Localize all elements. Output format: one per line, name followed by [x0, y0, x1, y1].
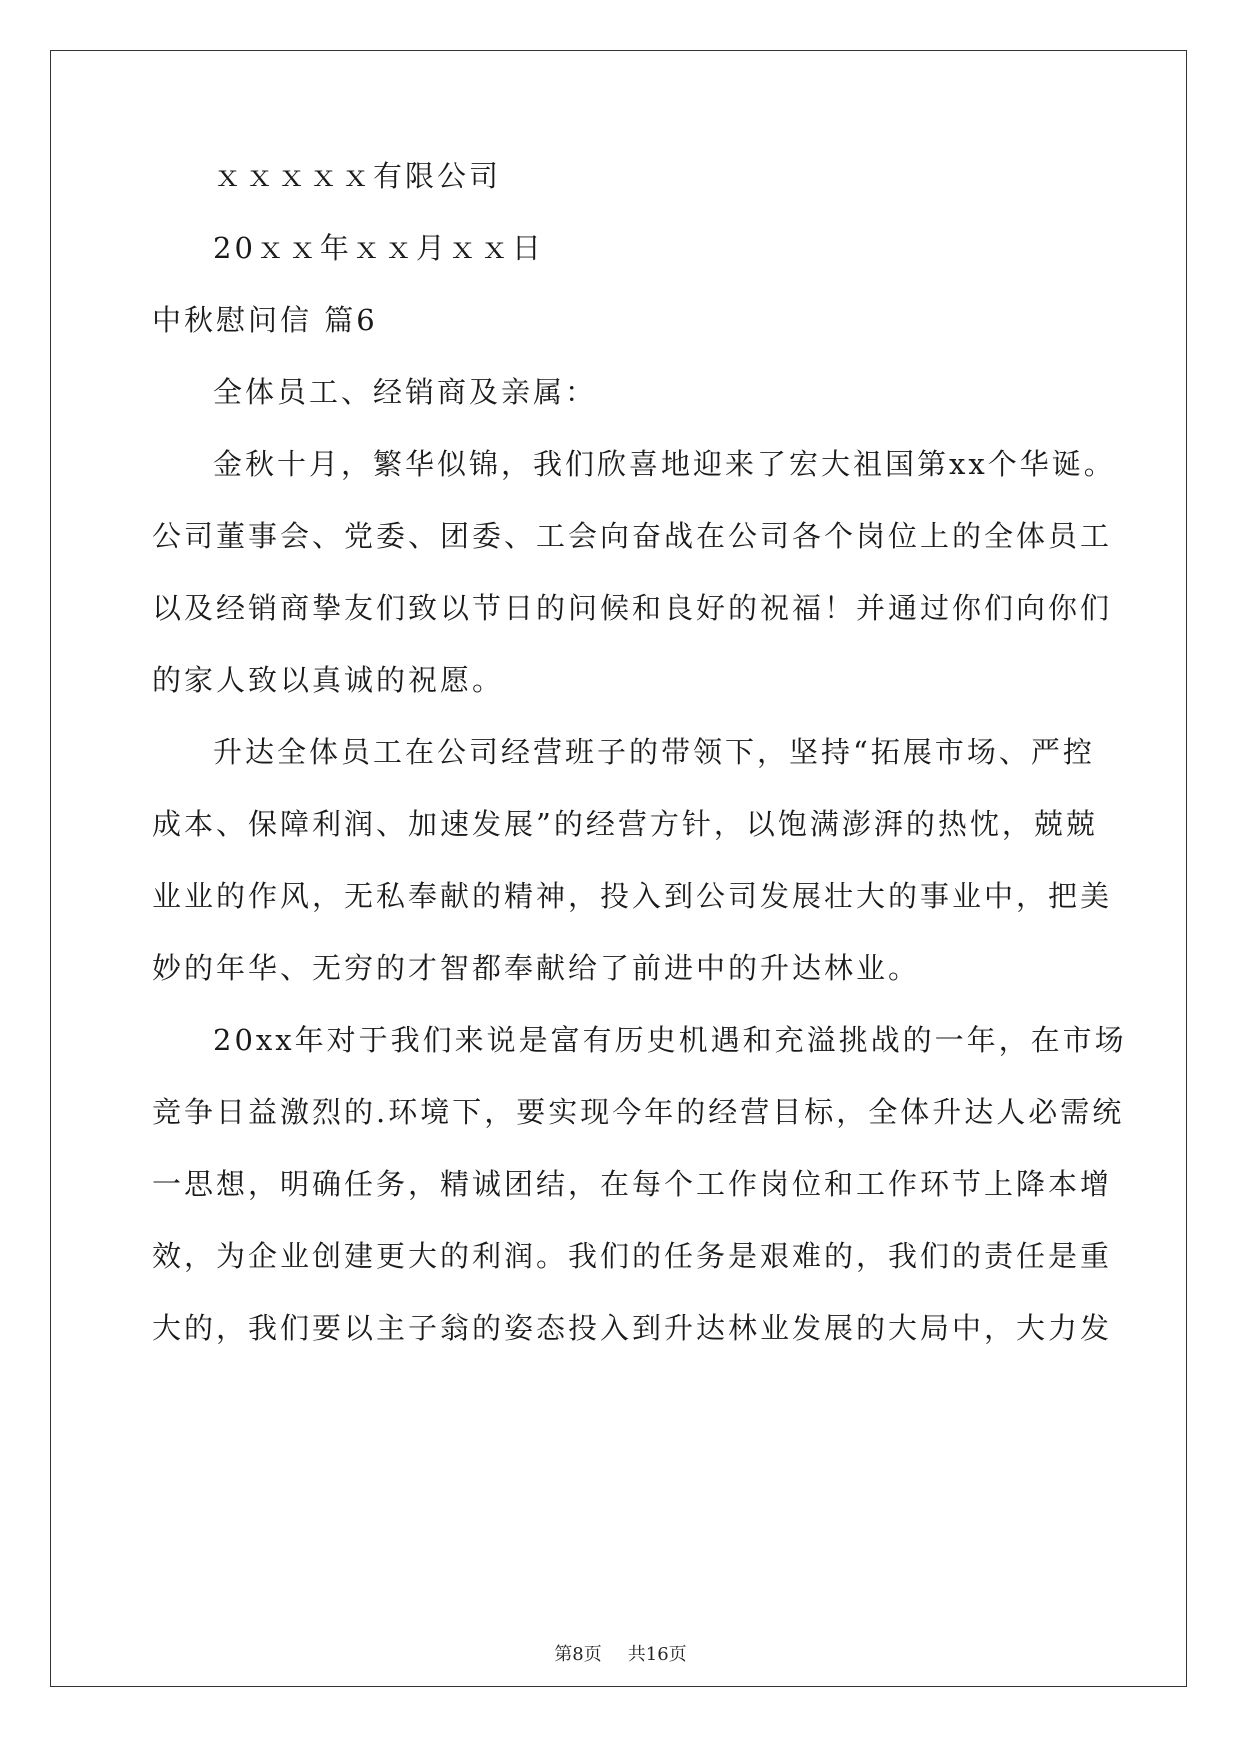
body-line: 成本、保障利润、加速发展”的经营方针，以饱满澎湃的热忱，兢兢 [152, 807, 1098, 841]
page-current: 第8页 [554, 1644, 602, 1665]
body-line: 业业的作风，无私奉献的精神，投入到公司发展壮大的事业中，把美 [152, 879, 1113, 913]
body-line: 升达全体员工在公司经营班子的带领下，坚持“拓展市场、严控 [213, 735, 1095, 769]
page-footer [0, 1640, 1241, 1666]
date-line: 20ｘｘ年ｘｘ月ｘｘ日 [213, 231, 544, 265]
salutation-line: 全体员工、经销商及亲属： [213, 375, 598, 409]
section-title: 中秋慰问信 篇6 [152, 303, 378, 337]
body-line: 20xx年对于我们来说是富有历史机遇和充溢挑战的一年，在市场 [213, 1023, 1127, 1057]
body-line: 大的，我们要以主子翁的姿态投入到升达林业发展的大局中，大力发 [152, 1311, 1113, 1345]
body-line: 公司董事会、党委、团委、工会向奋战在公司各个岗位上的全体员工 [152, 519, 1113, 553]
body-line: 以及经销商挚友们致以节日的问候和良好的祝福！并通过你们向你们 [152, 591, 1113, 625]
body-line: 一思想，明确任务，精诚团结，在每个工作岗位和工作环节上降本增 [152, 1167, 1113, 1201]
company-name-line: ｘｘｘｘｘ有限公司 [213, 159, 502, 193]
body-line: 效，为企业创建更大的利润。我们的任务是艰难的，我们的责任是重 [152, 1239, 1113, 1273]
body-line: 竞争日益激烈的.环境下，要实现今年的经营目标，全体升达人必需统 [152, 1095, 1125, 1129]
page-border [50, 50, 1187, 1687]
body-line: 妙的年华、无穷的才智都奉献给了前进中的升达林业。 [152, 951, 921, 985]
page-total: 共16页 [627, 1644, 687, 1665]
body-line: 的家人致以真诚的祝愿。 [152, 663, 505, 697]
body-line: 金秋十月，繁华似锦，我们欣喜地迎来了宏大祖国第xx个华诞。 [213, 447, 1116, 481]
